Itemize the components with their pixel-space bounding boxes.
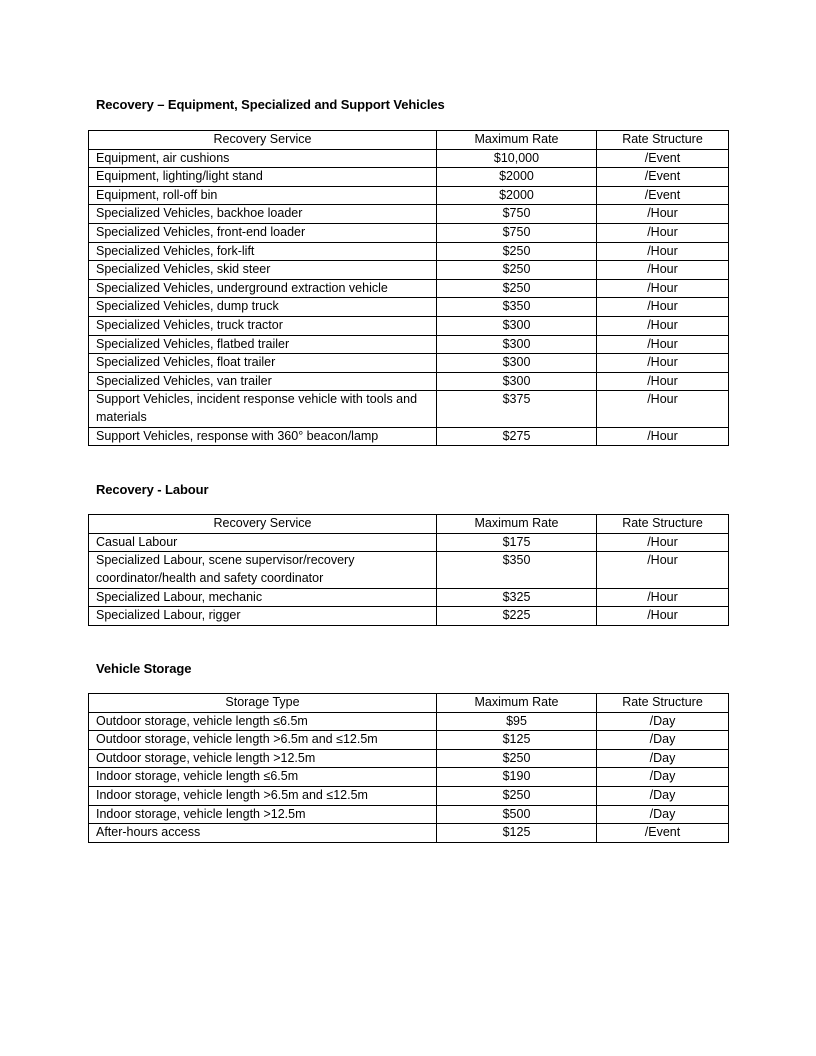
- service-cell: Equipment, air cushions: [89, 149, 437, 168]
- structure-cell: /Hour: [597, 588, 729, 607]
- table-row: [89, 372, 729, 391]
- column-header: Recovery Service: [89, 515, 437, 534]
- equipment-rates-table: [88, 130, 729, 446]
- rate-cell: $250: [437, 279, 597, 298]
- service-cell: Support Vehicles, incident response vehicle with tools and materials: [89, 391, 437, 427]
- service-cell: Specialized Vehicles, skid steer: [89, 261, 437, 280]
- rate-cell: $250: [437, 749, 597, 768]
- column-header: Maximum Rate: [437, 515, 597, 534]
- structure-cell: /Day: [597, 731, 729, 750]
- service-cell: Specialized Vehicles, front-end loader: [89, 223, 437, 242]
- rate-cell: $275: [437, 427, 597, 446]
- table-row: [89, 805, 729, 824]
- structure-cell: /Hour: [597, 372, 729, 391]
- service-cell: Specialized Vehicles, backhoe loader: [89, 205, 437, 224]
- service-cell: Specialized Vehicles, float trailer: [89, 354, 437, 373]
- service-cell: Specialized Vehicles, truck tractor: [89, 316, 437, 335]
- rate-cell: $125: [437, 824, 597, 843]
- service-cell: Support Vehicles, response with 360° beacon/lamp: [89, 427, 437, 446]
- storage-type-cell: Outdoor storage, vehicle length >6.5m and ≤12.5m: [89, 731, 437, 750]
- labour-rates-table: [88, 514, 729, 626]
- column-header: Recovery Service: [89, 131, 437, 150]
- structure-cell: /Day: [597, 749, 729, 768]
- storage-type-cell: Outdoor storage, vehicle length >12.5m: [89, 749, 437, 768]
- column-header: Rate Structure: [597, 694, 729, 713]
- service-cell: Casual Labour: [89, 533, 437, 552]
- service-cell: Equipment, lighting/light stand: [89, 168, 437, 187]
- column-header: Maximum Rate: [437, 694, 597, 713]
- rate-cell: $250: [437, 242, 597, 261]
- rate-cell: $350: [437, 552, 597, 588]
- rate-cell: $300: [437, 372, 597, 391]
- table-row: [89, 335, 729, 354]
- structure-cell: /Event: [597, 186, 729, 205]
- table-row: [89, 149, 729, 168]
- table-row: [89, 749, 729, 768]
- storage-type-cell: After-hours access: [89, 824, 437, 843]
- table-row: [89, 223, 729, 242]
- column-header: Rate Structure: [597, 131, 729, 150]
- structure-cell: /Hour: [597, 552, 729, 588]
- table-row: [89, 427, 729, 446]
- structure-cell: /Hour: [597, 205, 729, 224]
- service-cell: Specialized Labour, mechanic: [89, 588, 437, 607]
- rate-cell: $225: [437, 607, 597, 626]
- structure-cell: /Hour: [597, 316, 729, 335]
- rate-cell: $750: [437, 223, 597, 242]
- table-row: [89, 552, 729, 588]
- table-row: [89, 205, 729, 224]
- table-row: [89, 607, 729, 626]
- storage-type-cell: Outdoor storage, vehicle length ≤6.5m: [89, 712, 437, 731]
- rate-cell: $250: [437, 786, 597, 805]
- table-row: [89, 242, 729, 261]
- rate-cell: $350: [437, 298, 597, 317]
- rate-cell: $300: [437, 335, 597, 354]
- service-cell: Specialized Vehicles, flatbed trailer: [89, 335, 437, 354]
- structure-cell: /Hour: [597, 261, 729, 280]
- service-cell: Specialized Labour, scene supervisor/recovery coordinator/health and safety coordinator: [89, 552, 437, 588]
- rate-cell: $190: [437, 768, 597, 787]
- rate-cell: $300: [437, 354, 597, 373]
- table-row: [89, 391, 729, 427]
- structure-cell: /Hour: [597, 242, 729, 261]
- table-row: [89, 186, 729, 205]
- section-heading-storage: Vehicle Storage: [96, 661, 192, 676]
- table-header-row: [89, 131, 729, 150]
- rate-cell: $375: [437, 391, 597, 427]
- table-row: [89, 588, 729, 607]
- rate-cell: $175: [437, 533, 597, 552]
- structure-cell: /Hour: [597, 391, 729, 427]
- service-cell: Specialized Vehicles, van trailer: [89, 372, 437, 391]
- table-row: [89, 768, 729, 787]
- rate-cell: $2000: [437, 186, 597, 205]
- structure-cell: /Day: [597, 768, 729, 787]
- structure-cell: /Event: [597, 168, 729, 187]
- column-header: Maximum Rate: [437, 131, 597, 150]
- structure-cell: /Event: [597, 824, 729, 843]
- rate-cell: $125: [437, 731, 597, 750]
- table-row: [89, 316, 729, 335]
- storage-type-cell: Indoor storage, vehicle length >6.5m and ≤12.5m: [89, 786, 437, 805]
- structure-cell: /Hour: [597, 607, 729, 626]
- structure-cell: /Day: [597, 712, 729, 731]
- structure-cell: /Hour: [597, 279, 729, 298]
- rate-cell: $300: [437, 316, 597, 335]
- section-heading-labour: Recovery - Labour: [96, 482, 209, 497]
- rate-cell: $10,000: [437, 149, 597, 168]
- rate-cell: $325: [437, 588, 597, 607]
- service-cell: Specialized Vehicles, fork-lift: [89, 242, 437, 261]
- structure-cell: /Hour: [597, 533, 729, 552]
- service-cell: Specialized Labour, rigger: [89, 607, 437, 626]
- structure-cell: /Day: [597, 786, 729, 805]
- structure-cell: /Hour: [597, 335, 729, 354]
- structure-cell: /Hour: [597, 427, 729, 446]
- section-heading-equipment: Recovery – Equipment, Specialized and Support Vehicles: [96, 97, 445, 112]
- rate-cell: $500: [437, 805, 597, 824]
- table-header-row: [89, 515, 729, 534]
- table-row: [89, 298, 729, 317]
- column-header: Storage Type: [89, 694, 437, 713]
- structure-cell: /Hour: [597, 354, 729, 373]
- table-row: [89, 354, 729, 373]
- rate-cell: $2000: [437, 168, 597, 187]
- structure-cell: /Event: [597, 149, 729, 168]
- rate-cell: $750: [437, 205, 597, 224]
- column-header: Rate Structure: [597, 515, 729, 534]
- table-row: [89, 712, 729, 731]
- storage-type-cell: Indoor storage, vehicle length >12.5m: [89, 805, 437, 824]
- table-header-row: [89, 694, 729, 713]
- table-row: [89, 279, 729, 298]
- structure-cell: /Hour: [597, 223, 729, 242]
- structure-cell: /Hour: [597, 298, 729, 317]
- structure-cell: /Day: [597, 805, 729, 824]
- storage-rates-table: [88, 693, 729, 843]
- table-row: [89, 731, 729, 750]
- service-cell: Equipment, roll-off bin: [89, 186, 437, 205]
- table-row: [89, 824, 729, 843]
- table-row: [89, 786, 729, 805]
- table-row: [89, 533, 729, 552]
- rate-cell: $250: [437, 261, 597, 280]
- rate-cell: $95: [437, 712, 597, 731]
- service-cell: Specialized Vehicles, underground extraction vehicle: [89, 279, 437, 298]
- table-row: [89, 261, 729, 280]
- table-row: [89, 168, 729, 187]
- storage-type-cell: Indoor storage, vehicle length ≤6.5m: [89, 768, 437, 787]
- service-cell: Specialized Vehicles, dump truck: [89, 298, 437, 317]
